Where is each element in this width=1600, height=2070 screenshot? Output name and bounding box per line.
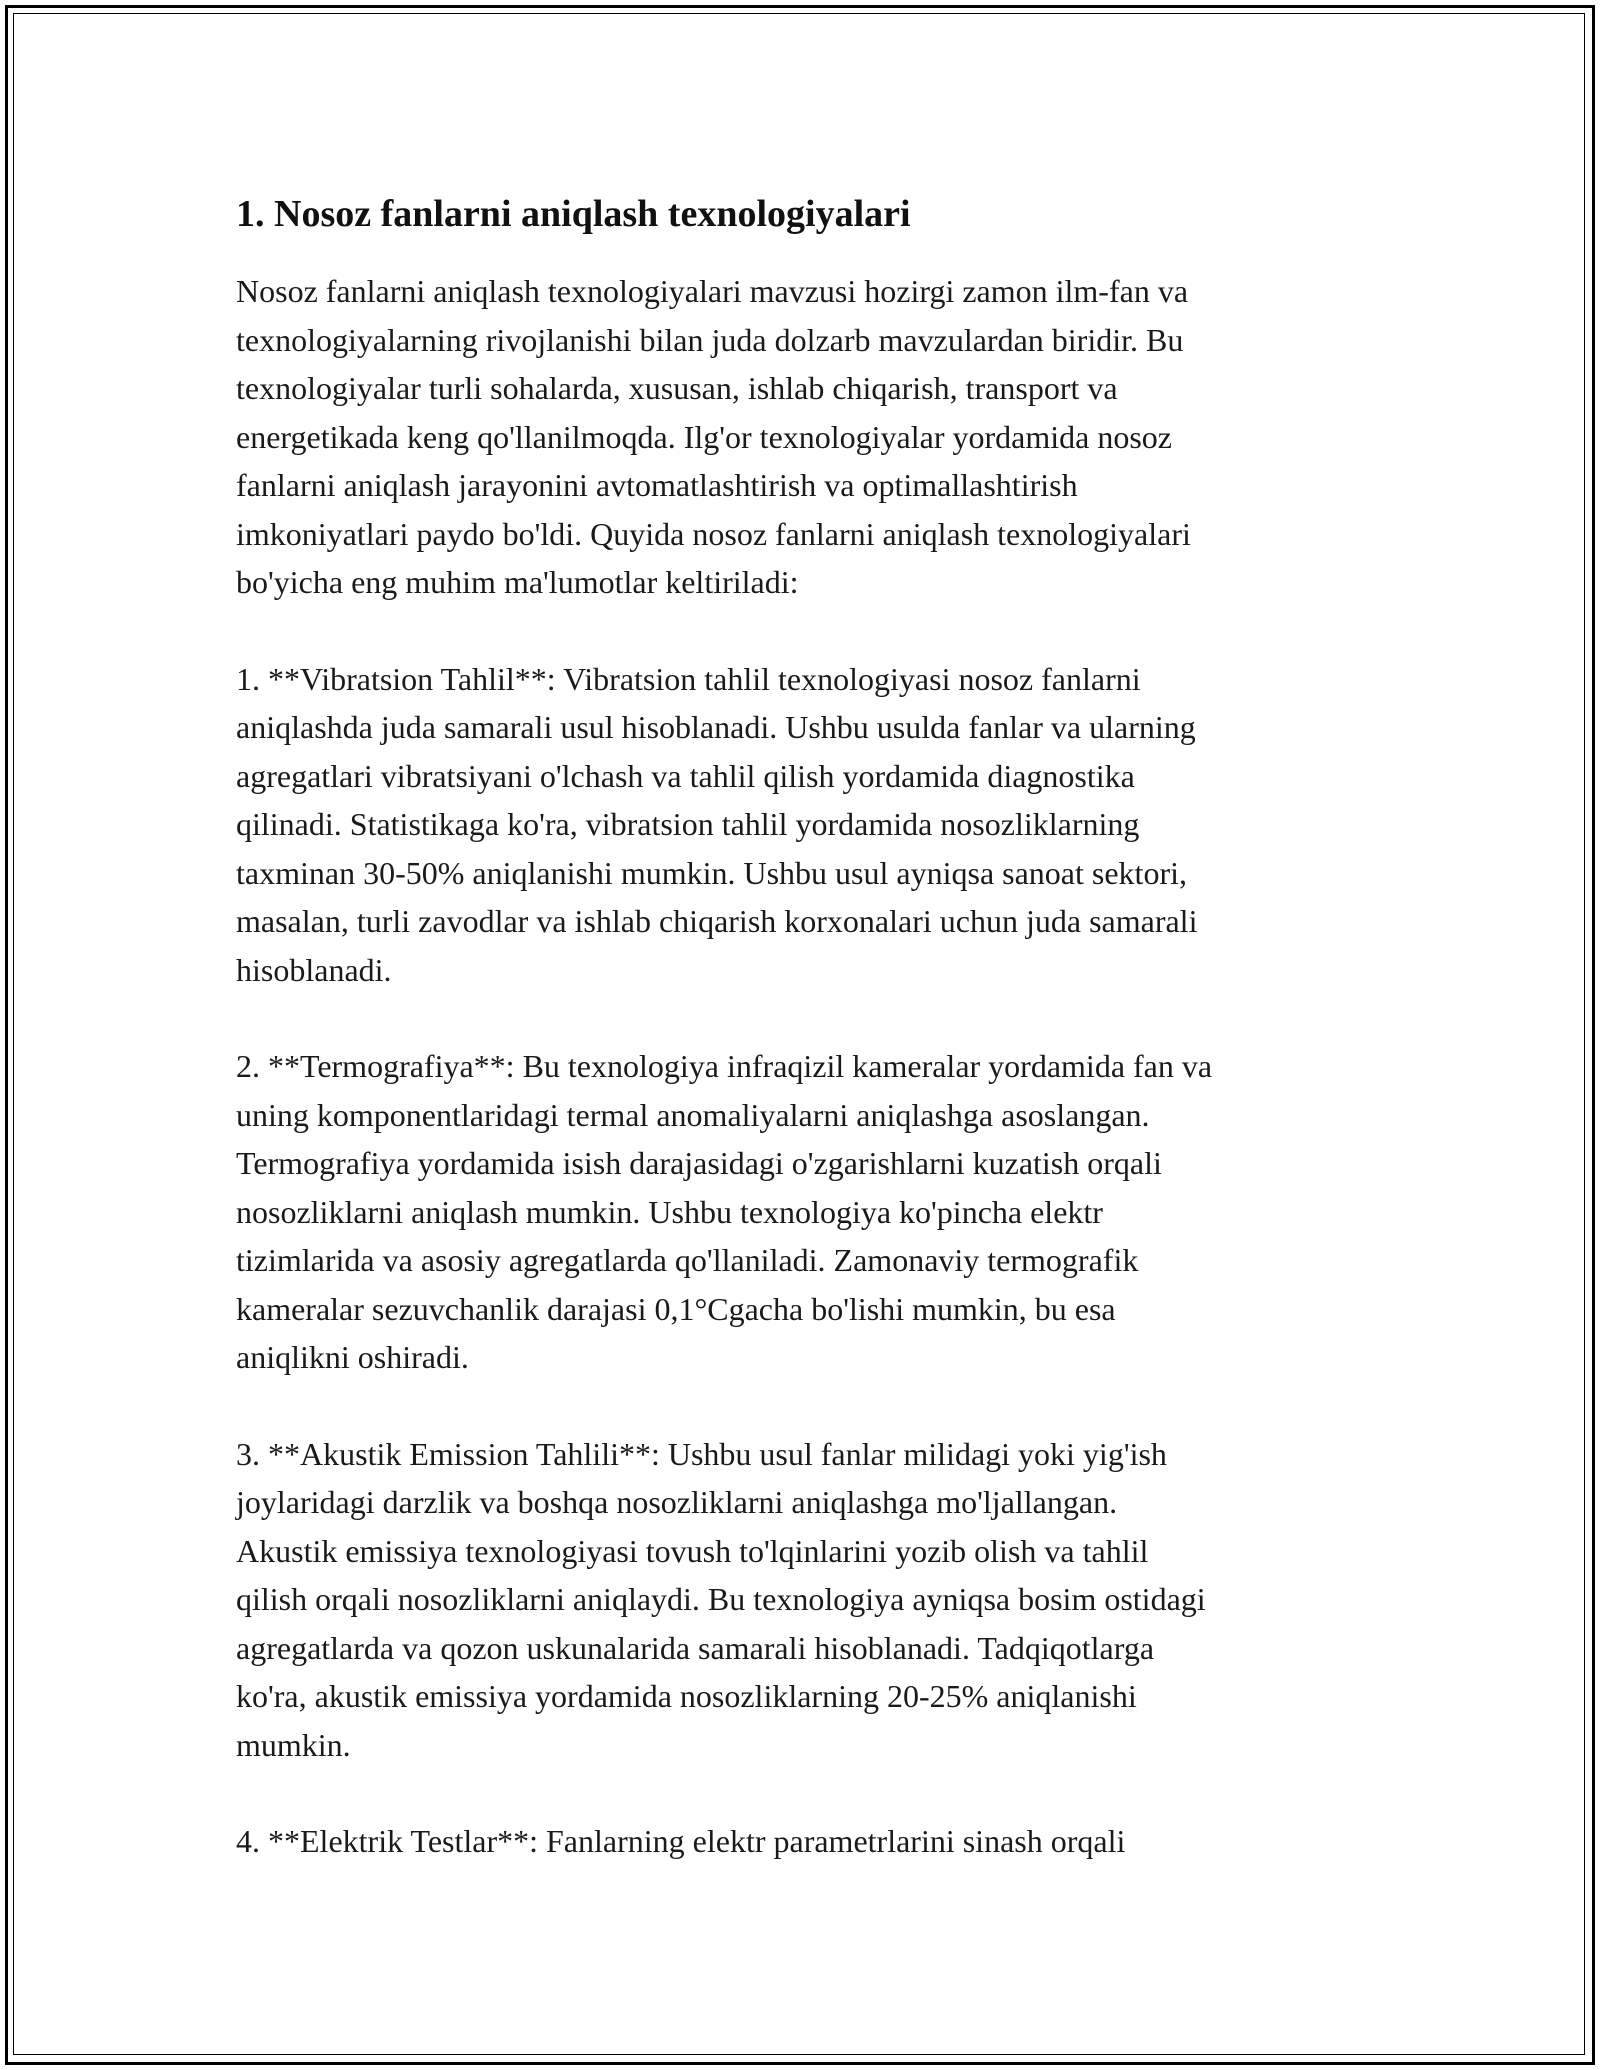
paragraph-akustik-emission: 3. **Akustik Emission Tahlili**: Ushbu usul fanlar milidagi yoki yig'ish joylaridagi darzlik va boshqa nosozliklarni aniqlashga mo'ljallangan. Akustik emissiya texnologiyasi tovush to'lqinlarini yozib olish va tahlil qilish orqali nosozliklarni aniqlaydi. Bu texnologiya ayniqsa bosim ostidagi agregatlarda va qozon uskunalarida samarali hisoblanadi. Tadqiqotlarga ko'ra, akustik emissiya yordamida nosozliklarning 20-25% aniqlanishi mumkin.	[236, 1435, 1206, 1763]
document-body	[236, 185, 1366, 1914]
section-heading: 1. Nosoz fanlarni aniqlash texnologiyalari	[236, 193, 911, 235]
paragraph-termografiya: 2. **Termografiya**: Bu texnologiya infraqizil kameralar yordamida fan va uning komponentlaridagi termal anomaliyalarni aniqlashga asoslangan. Termografiya yordamida isish darajasidagi o'zgarishlarni kuzatish orqali nosozliklarni aniqlash mumkin. Ushbu texnologiya ko'pincha elektr tizimlarida va asosiy agregatlarda qo'llaniladi. Zamonaviy termografik kameralar sezuvchanlik darajasi 0,1°Cgacha bo'lishi mumkin, bu esa aniqlikni oshiradi.	[236, 1048, 1213, 1375]
paragraph-vibratsion-tahlil: 1. **Vibratsion Tahlil**: Vibratsion tahlil texnologiyasi nosoz fanlarni aniqlashda juda samarali usul hisoblanadi. Ushbu usulda fanlar va ularning agregatlari vibratsiyani o'lchash va tahlil qilish yordamida diagnostika qilinadi. Statistikaga ko'ra, vibratsion tahlil yordamida nosozliklarning taxminan 30-50% aniqlanishi mumkin. Ushbu usul ayniqsa sanoat sektori, masalan, turli zavodlar va ishlab chiqarish korxonalari uchun juda samarali hisoblanadi.	[236, 660, 1198, 988]
intro-paragraph: Nosoz fanlarni aniqlash texnologiyalari mavzusi hozirgi zamon ilm-fan va texnologiyalarning rivojlanishi bilan juda dolzarb mavzulardan biridir. Bu texnologiyalar turli sohalarda, xususan, ishlab chiqarish, transport va energetikada keng qo'llanilmoqda. Ilg'or texnologiyalar yordamida nosoz fanlarni aniqlash jarayonini avtomatlashtirish va optimallashtirish imkoniyatlari paydo bo'ldi. Quyida nosoz fanlarni aniqlash texnologiyalari bo'yicha eng muhim ma'lumotlar keltiriladi:	[236, 273, 1191, 600]
paragraph-elektrik-testlar: 4. **Elektrik Testlar**: Fanlarning elektr parametrlarini sinash orqali	[236, 1823, 1126, 1859]
